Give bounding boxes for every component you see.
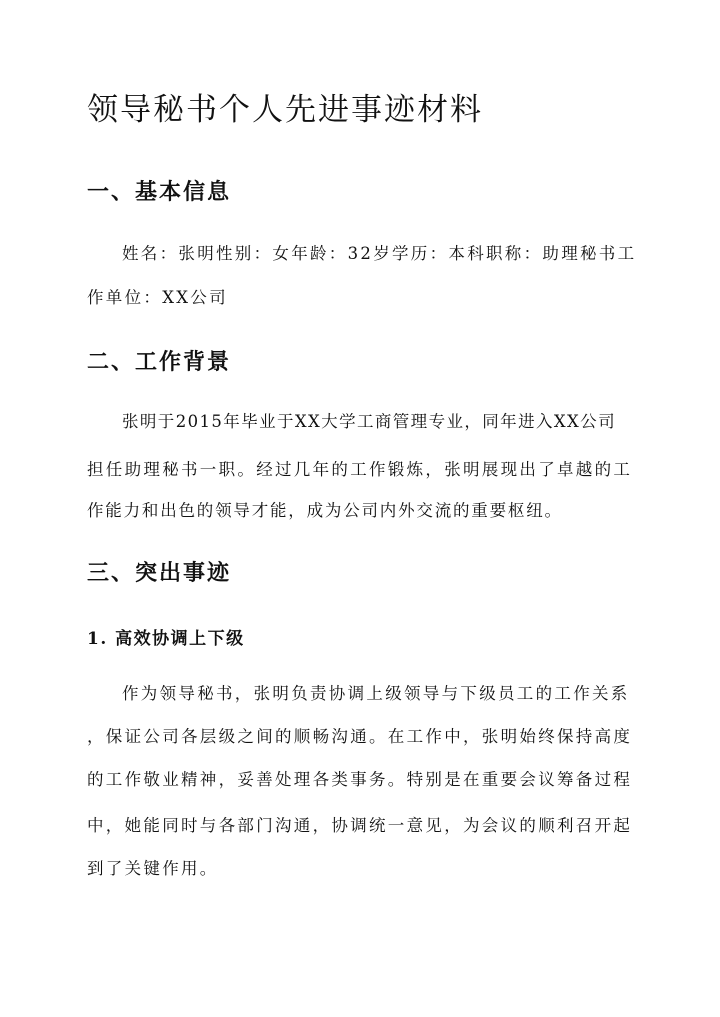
paragraph-line: 担任助理秘书一职。经过几年的工作锻炼，张明展现出了卓越的工 (87, 460, 633, 479)
paragraph-line: 姓名：张明性别：女年龄：32岁学历：本科职称：助理秘书工 (122, 244, 637, 263)
paragraph-line: 到了关键作用。 (87, 859, 219, 878)
paragraph-line: 作能力和出色的领导才能，成为公司内外交流的重要枢纽。 (87, 501, 563, 520)
section-heading-work-background: 二、工作背景 (87, 349, 232, 375)
paragraph-line: 张明于2015年毕业于XX大学工商管理专业，同年进入XX公司 (122, 412, 616, 431)
paragraph-line: 中，她能同时与各部门沟通，协调统一意见，为会议的顺利召开起 (87, 816, 633, 835)
section-heading-basic-info: 一、基本信息 (87, 179, 232, 205)
subsection-heading-coordination: 1. 高效协调上下级 (87, 629, 245, 649)
section-heading-achievements: 三、突出事迹 (87, 560, 232, 586)
paragraph-line: 的工作敬业精神，妥善处理各类事务。特别是在重要会议筹备过程 (87, 770, 633, 789)
paragraph-line: 作单位：XX公司 (87, 288, 228, 307)
paragraph-line: ，保证公司各层级之间的顺畅沟通。在工作中，张明始终保持高度 (87, 727, 633, 746)
paragraph-line: 作为领导秘书，张明负责协调上级领导与下级员工的工作关系 (122, 684, 630, 703)
document-title: 领导秘书个人先进事迹材料 (87, 92, 483, 128)
